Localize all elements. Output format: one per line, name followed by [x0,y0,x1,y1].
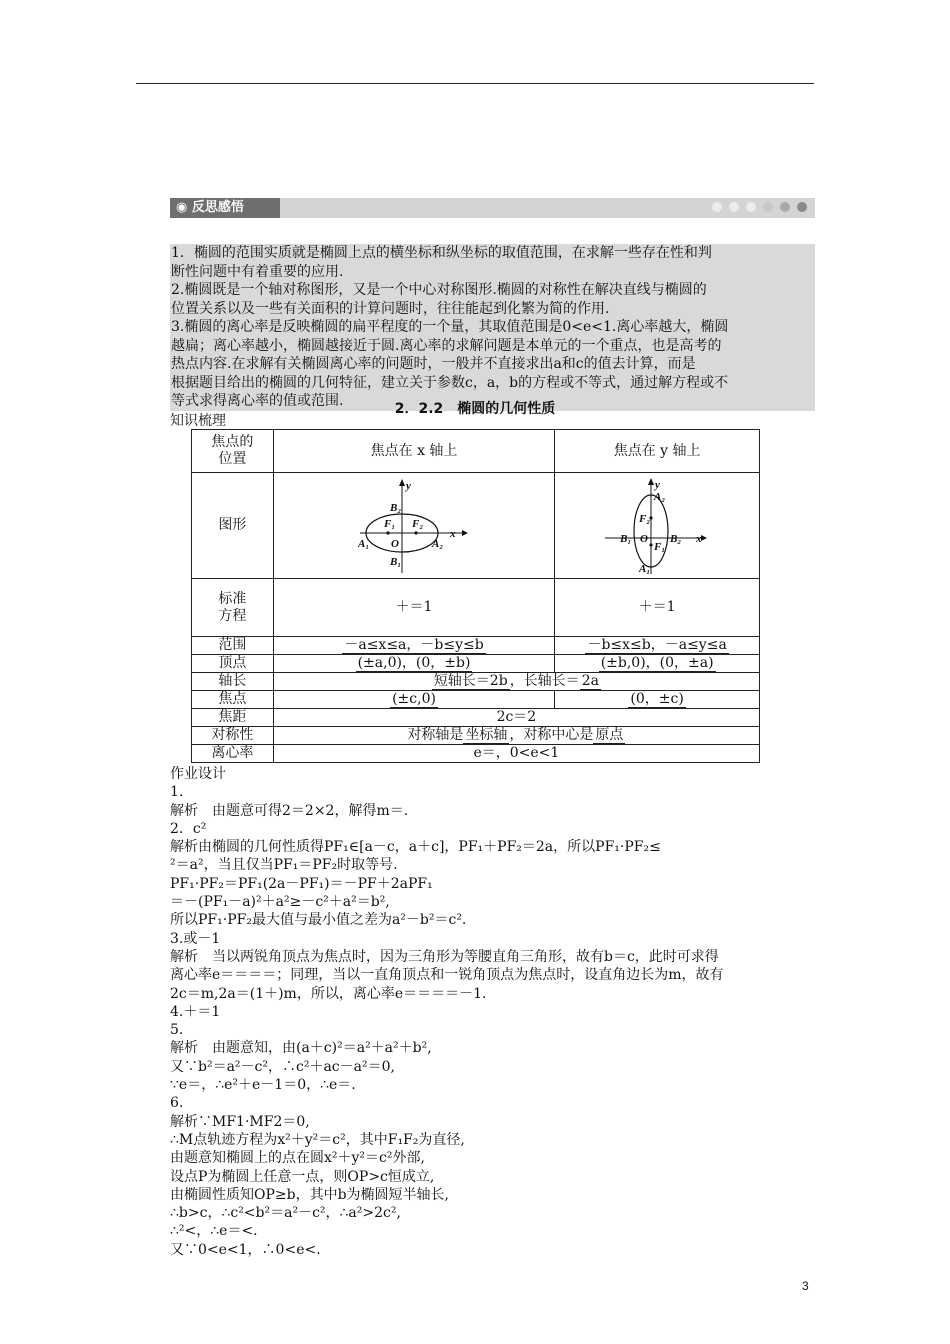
symmetry [273,727,759,745]
reflection-banner [170,198,815,218]
homework-line: 又∵0<e<1，∴0<e<. [170,1241,321,1258]
row-label-text: 标准 [218,590,247,607]
dot-icon [746,202,756,212]
row-label [192,579,274,637]
x-arrow-icon [701,535,707,541]
figure-cell-x [273,473,554,579]
vertex-y-value: (±b,0)，(0，±a) [600,655,714,671]
label-b2: B₂ [670,532,682,545]
dot-icon [780,202,790,212]
homework-line: 设点P为椭圆上任意一点，则OP>c恒成立, [170,1168,435,1185]
reflection-banner-title: ◉ 反思感悟 [170,198,280,218]
label-b2: B₂ [390,501,402,514]
homework-line: 解析 由题意知，由(a＋c)²＝a²＋a²＋b², [170,1040,432,1057]
label-o: O [391,537,399,550]
range-x-value: －a≤x≤a，－b≤y≤b [344,637,484,653]
homework-line: 解析∵MF1·MF2＝0, [170,1113,310,1130]
decorative-dots [712,202,807,212]
row-label: 对称性 [192,727,274,745]
homework-line: ∴b>c，∴c²<b²＝a²－c²，∴a²>2c², [170,1205,401,1222]
reflection-line: 位置关系以及一些有关面积的计算问题时，往往能起到化繁为简的作用. [171,300,610,317]
homework-line: 由题意知椭圆上的点在圆x²＋y²＝c²外部, [170,1150,425,1167]
row-label: 焦点 [192,691,274,709]
table-row [192,579,760,637]
axis-long: 2a [581,673,599,689]
table-row [192,637,760,655]
focus-point [650,543,653,546]
header-text: 焦点的 [211,434,254,450]
table-row [192,430,760,473]
properties-table [191,429,760,763]
label-a1: A₁ [639,562,651,575]
reflection-line: 断性问题中有着重要的应用. [171,263,344,280]
row-label: 图形 [192,473,274,579]
dot-icon [712,202,722,212]
table-row [192,745,760,763]
axis-separator: ，长轴长＝ [509,673,580,689]
vertex-x-value: (±a,0)，(0，±b) [357,655,471,671]
homework-line: 又∵b²＝a²－c²，∴c²＋ac－a²＝0, [170,1058,395,1075]
ellipse-x-figure [358,477,470,575]
homework-line: PF₁·PF₂＝PF₁(2a－PF₁)＝－PF＋2aPF₁ [170,875,433,892]
table-row [192,655,760,673]
homework-line: 由椭圆性质知OP≥b，其中b为椭圆短半轴长, [170,1186,450,1203]
vertex-x [273,655,554,673]
table-row [192,709,760,727]
dot-icon [729,202,739,212]
homework-line: ∴M点轨迹方程为x²＋y²＝c²，其中F₁F₂为直径, [170,1131,465,1148]
reflection-line: 2.椭圆既是一个轴对称图形，又是一个中心对称图形.椭圆的对称性在解决直线与椭圆的 [171,282,707,298]
y-arrow-icon [648,478,654,485]
homework-line: 作业设计 [170,766,226,782]
row-label-text: 方程 [218,607,247,624]
label-f1: F₁ [654,540,666,553]
homework-line: ＝－(PF₁－a)²＋a²≥－c²＋a²＝b², [170,894,390,911]
dot-icon [763,202,773,212]
label-o: O [640,532,649,545]
homework-line: ∴²<，∴e＝<. [170,1223,258,1240]
label-a2: A₂ [654,490,666,503]
dot-icon [797,202,807,212]
table-cell [192,430,274,473]
range-x [273,637,554,655]
label-f1: F₁ [384,517,396,530]
table-header-y: 焦点在 y 轴上 [555,430,760,473]
row-label: 离心率 [192,745,274,763]
axis-short: 短轴长＝2b [433,673,508,689]
homework-line: 解析 当以两锐角顶点为焦点时，因为三角形为等腰直角三角形，故有b＝c，此时可求得 [170,948,719,965]
header-text: 位置 [218,451,247,467]
label-a2: A₂ [432,537,444,550]
reflection-line: 热点内容.在求解有关椭圆离心率的问题时，一般并不直接求出a和c的值去计算，而是 [171,356,696,372]
focal-distance: 2c＝2 [273,709,759,727]
homework-line: ²＝a²，当且仅当PF₁＝PF₂时取等号. [170,857,398,874]
focus-y-value: (0，±c) [630,691,684,707]
homework-line: 解析 由题意可得2＝2×2，解得m＝. [170,802,409,819]
table-row [192,473,760,579]
y-arrow-icon [399,479,405,486]
row-label: 焦距 [192,709,274,727]
label-b1: B₁ [390,555,402,568]
label-y: y [406,479,411,492]
reflection-line: 等式求得离心率的值或范围. [171,393,344,409]
eccentricity: e＝，0<e<1 [273,745,759,763]
label-y: y [655,478,661,491]
std-eq-y: ＋＝1 [555,579,760,637]
focus-x [273,691,554,709]
homework-line: 2c＝m,2a＝(1＋)m，所以，离心率e＝＝＝＝－1. [170,985,487,1002]
row-label: 顶点 [192,655,274,673]
row-label: 轴长 [192,673,274,691]
homework-line: 2．c² [170,820,207,837]
focus-x-value: (±c,0) [392,691,436,707]
homework-line: 1. [170,784,184,801]
homework-line: ∵e＝，∴e²＋e－1＝0，∴e＝. [170,1077,356,1094]
homework-line: 3.或－1 [170,930,221,947]
label-x: x [696,532,702,545]
label-f2: F₂ [412,517,424,530]
symmetry-text: ，对称中心是 [509,727,594,743]
reflection-text [170,244,815,411]
vertex-y [555,655,760,673]
reflection-line: 3.椭圆的离心率是反映椭圆的扁平程度的一个量，其取值范围是0<e<1.离心率越大，椭圆 [171,319,729,335]
homework-section [170,765,724,1259]
table-row [192,727,760,745]
axis-length [273,673,759,691]
table-row [192,691,760,709]
section-title: 2．2.2 椭圆的几何性质 [394,401,556,417]
ellipse-y-figure [601,476,713,576]
homework-line: 解析由椭圆的几何性质得PF₁∈[a－c，a＋c]，PF₁＋PF₂＝2a，所以PF₁·PF₂≤ [170,839,661,856]
table-header-x: 焦点在 x 轴上 [273,430,554,473]
homework-line: 所以PF₁·PF₂最大值与最小值之差为a²－b²＝c². [170,912,467,929]
page-number: 3 [802,1279,809,1293]
figure-cell-y [555,473,760,579]
knowledge-label: 知识梳理 [170,413,226,429]
row-label: 范围 [192,637,274,655]
symmetry-center: 原点 [595,727,624,743]
label-x: x [450,527,456,540]
focus-point [386,531,389,534]
range-y [555,637,760,655]
reflection-line: 1．椭圆的范围实质就是椭圆上点的横坐标和纵坐标的取值范围，在求解一些存在性和判 [171,245,712,261]
table-row [192,673,760,691]
label-a1: A₁ [358,537,370,550]
label-b1: B₁ [620,532,632,545]
focus-y [555,691,760,709]
range-y-value: －b≤x≤b，－a≤y≤a [587,637,727,653]
symmetry-text: 对称轴是 [407,727,464,743]
reflection-line: 越扁；离心率越小，椭圆越接近于圆.离心率的求解问题是本单元的一个重点，也是高考的 [171,337,722,354]
homework-line: 离心率e＝＝＝＝；同理，当以一直角顶点和一锐角顶点为焦点时，设直角边长为m，故有 [170,967,724,984]
header-rule [136,83,814,84]
homework-line: 5. [170,1022,184,1039]
homework-line: 6. [170,1095,184,1112]
x-arrow-icon [462,530,468,536]
symmetry-axis: 坐标轴 [465,727,508,743]
label-f2: F₂ [639,512,651,525]
homework-line: 4.＋＝1 [170,1003,221,1020]
reflection-line: 根据题目给出的椭圆的几何特征，建立关于参数c，a，b的方程或不等式，通过解方程或不 [171,374,729,391]
std-eq-x: ＋＝1 [273,579,554,637]
focus-point [414,531,417,534]
